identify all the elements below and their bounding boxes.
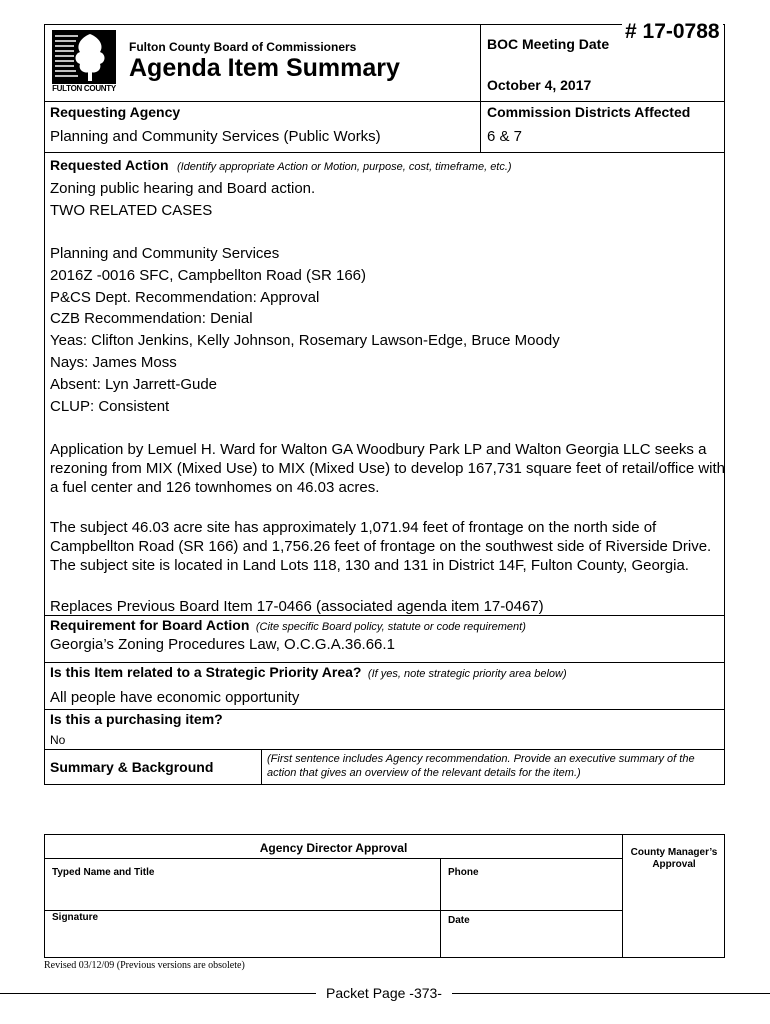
requirement-value: Georgia’s Zoning Procedures Law, O.C.G.A.36.66.1 bbox=[50, 636, 395, 653]
requested-action-heading bbox=[50, 157, 512, 175]
footer-rule-right bbox=[452, 993, 770, 994]
action-line: CLUP: Consistent bbox=[50, 398, 170, 415]
requested-action-hint: (Identify appropriate Action or Motion, purpose, cost, timeframe, etc.) bbox=[176, 161, 512, 173]
requesting-agency-label: Requesting Agency bbox=[50, 104, 181, 120]
footer-rule-left bbox=[0, 993, 316, 994]
phone-label: Phone bbox=[448, 867, 479, 878]
board-name: Fulton County Board of Commissioners bbox=[129, 40, 357, 54]
strategic-heading bbox=[50, 664, 567, 682]
summary-divider bbox=[261, 749, 262, 785]
summary-label: Summary & Background bbox=[50, 759, 214, 775]
county-manager-label: County Manager’s Approval bbox=[630, 847, 718, 870]
revised-note: Revised 03/12/09 (Previous versions are obsolete) bbox=[44, 960, 245, 971]
action-line: P&CS Dept. Recommendation: Approval bbox=[50, 289, 320, 306]
page-title: Agenda Item Summary bbox=[129, 54, 400, 82]
action-line: CZB Recommendation: Denial bbox=[50, 310, 253, 327]
application-paragraph: Application by Lemuel H. Ward for Walton GA Woodbury Park LP and Walton Georgia LLC seeks a rezoning from MIX (Mixed Use) to MIX (Mixed Use) to develop 167,731 square feet of retail/office with a fuel center and 126 townhomes on 46.03 acres. bbox=[50, 441, 726, 496]
purchasing-label: Is this a purchasing item? bbox=[50, 711, 223, 727]
agency-director-title: Agency Director Approval bbox=[259, 841, 408, 855]
strategic-label: Is this Item related to a Strategic Priority Area? bbox=[50, 664, 362, 680]
packet-page: Packet Page -373- bbox=[326, 985, 442, 1001]
site-paragraph: The subject 46.03 acre site has approximately 1,071.94 feet of frontage on the north side of Campbellton Road (SR 166) and 1,756.26 feet of frontage on the southwest side of Riverside Drive. The subject site is located in Land Lots 118, 130 and 131 in District 14F, Fulton County, Georgia. bbox=[50, 519, 712, 574]
meeting-date: October 4, 2017 bbox=[487, 77, 592, 93]
action-line: TWO RELATED CASES bbox=[50, 202, 213, 219]
approval-divider-mid bbox=[440, 858, 441, 958]
item-number: # 17-0788 bbox=[622, 20, 723, 44]
requirement-hint: (Cite specific Board policy, statute or code requirement) bbox=[255, 621, 526, 633]
requirement-label: Requirement for Board Action bbox=[50, 617, 250, 633]
typed-name-label: Typed Name and Title bbox=[52, 867, 155, 878]
date-label: Date bbox=[448, 915, 470, 926]
signature-label: Signature bbox=[52, 912, 99, 923]
action-line: Yeas: Clifton Jenkins, Kelly Johnson, Rosemary Lawson-Edge, Bruce Moody bbox=[50, 332, 560, 349]
summary-hint: (First sentence includes Agency recommendation. Provide an executive summary of the action that gives an overview of the relevant details for the item.) bbox=[267, 753, 695, 779]
approval-divider-h1 bbox=[44, 858, 623, 859]
strategic-value: All people have economic opportunity bbox=[50, 689, 300, 706]
action-line: Planning and Community Services bbox=[50, 245, 280, 262]
requested-action-label: Requested Action bbox=[50, 157, 169, 173]
fulton-county-logo bbox=[52, 30, 116, 94]
meeting-date-label: BOC Meeting Date bbox=[487, 36, 610, 52]
requirement-heading bbox=[50, 617, 526, 635]
districts-value: 6 & 7 bbox=[487, 128, 523, 145]
purchasing-value: No bbox=[50, 733, 66, 747]
action-line: Nays: James Moss bbox=[50, 354, 177, 371]
action-line: Absent: Lyn Jarrett-Gude bbox=[50, 376, 218, 393]
action-line: 2016Z -0016 SFC, Campbellton Road (SR 166) bbox=[50, 267, 366, 284]
replaces-line: Replaces Previous Board Item 17-0466 (associated agenda item 17-0467) bbox=[50, 598, 544, 615]
strategic-hint: (If yes, note strategic priority area below) bbox=[367, 668, 567, 680]
districts-label: Commission Districts Affected bbox=[487, 104, 691, 120]
action-line: Zoning public hearing and Board action. bbox=[50, 180, 316, 197]
logo-label: FULTON COUNTY bbox=[52, 84, 116, 93]
requesting-agency-value: Planning and Community Services (Public Works) bbox=[50, 128, 381, 145]
approval-divider-h2 bbox=[44, 910, 623, 911]
